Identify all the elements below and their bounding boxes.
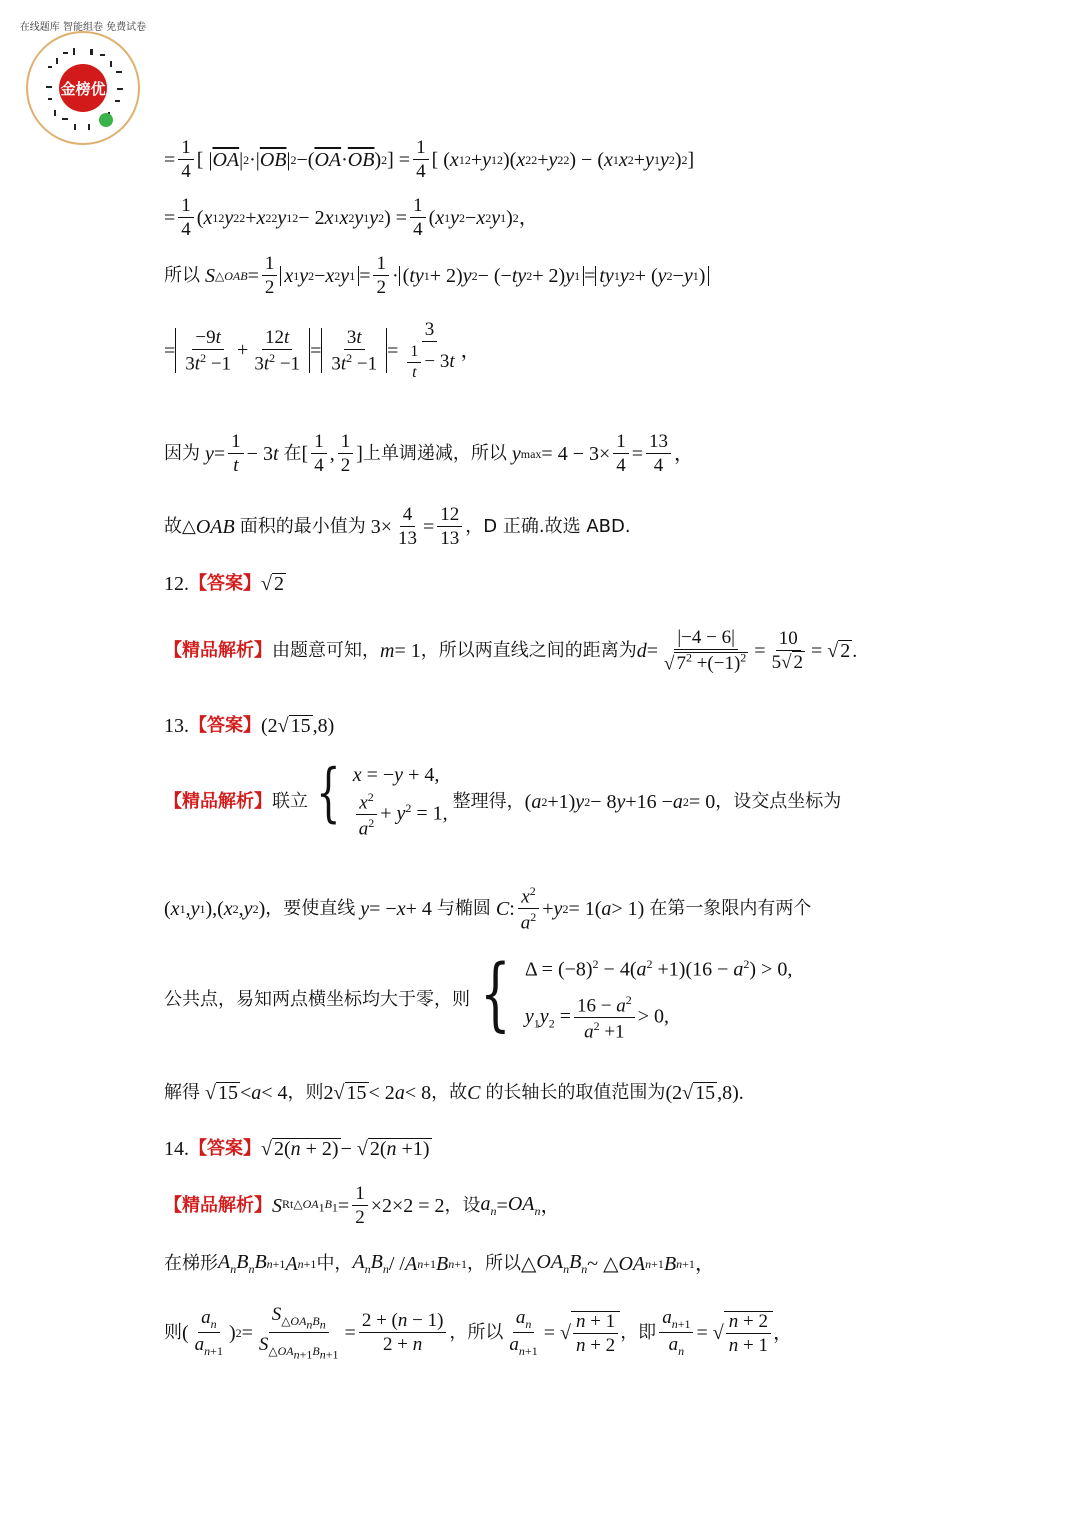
formula-line-1: = $\frac{1}{4}$ [ | $\overline{OA}$ | 2 ·| $\overline{OB}$ | 2 −( $\overline{OA}$ · $\overline{OB}$ ) 2 ] = $\frac{1}{4}$ [ ( x 1 2 + y 1 2 )( x 2 2 + y 2 2 ) − ( x 1 x 2 + y 1 y 2 ) 2 ]: [164, 137, 695, 182]
formula-line-4: = $\frac{-9t}{3t^2 -1}$ + $\frac{12t}{3t^2 -1}$ = $\frac{3t}{3t^2 -1}$ = 3 $\frac{1}{t}$ − 3t ，: [164, 319, 481, 381]
q12-answer: 12. 【答案】 √ 2: [164, 572, 284, 595]
formula-line-6: 故△ OAB 面积的最小值为 3× $\frac{4}{13}$ = $\frac{12}{13}$ ，D 正确.故选 ABD.: [164, 504, 631, 549]
q14-analysis-1: 【精品解析】 S $Rt\triangle OA_1B_1$ = $\frac{1}{2}$ ×2×2 = 2 ，设 $a_n$ = $OA_n$ ，: [164, 1183, 561, 1228]
q14-analysis-3: 则 ( $\frac{a_n}{a_{n+1}}$ ) 2 = $\frac{S_{\triangle OA_nB_n}}{S_{\triangle OA_{n+1}B_{n+1}}}$ = $\frac{2 + (n - 1)}{2 + n}$ ，所以 $\frac{a_n}{a_{n+1}}$ = √ $\frac{n + 1}{n + 2}$ ，即 $\frac{a_{n+1}}{a_n}$ = √ $\frac{n + 2}{n + 1}$ ，: [164, 1304, 793, 1362]
q14-answer: 14. 【答案】 √ 2(n + 2) − √ 2(n +1): [164, 1137, 430, 1160]
q13-analysis-2: ( x 1 , y 1 ),( x 2 , y 2 ) ，要使直线 y = − x + 4 与椭圆 C : $\frac{x^2}{a^2}$ + y 2 = 1( a > 1) 在第一象限内有两个: [164, 884, 812, 934]
brand-logo: [18, 16, 148, 146]
formula-line-3: 所以 S △OAB = $\frac{1}{2}$ x 1 y 2 − x 2 y 1 = $\frac{1}{2}$ · ( ty 1 + 2) y 2 − (− ty 2 + 2) y 1 = ty 1 y 2 + ( y 2 − y 1 ): [164, 254, 709, 297]
q13-analysis-3: 公共点，易知两点横坐标均大于零，则 { $\Delta = (-8)^2 - 4(a^2 +1)(16 - a^2) > 0$, $y_1y_2$ = $\frac{16 - a^2}{a^2 +1}$ > 0,: [164, 947, 793, 1043]
brand-name: 金榜优: [60, 80, 106, 98]
q12-analysis: 【精品解析】 由题意可知， m = 1 ，所以两直线之间的距离为 d = $\frac{|-4 - 6|}{√ 7^2 +(-1)^2}$ = $\frac{10}{5√ 2}$ = √ 2 .: [164, 627, 858, 675]
q13-analysis-4: 解得 √ 15 < a < 4 ，则 2√ 15 < 2 a < 8 ，故 C 的长轴长的取值范围为 (2√ 15 ,8).: [164, 1081, 744, 1104]
logo-slogan: 在线题库 智能组卷 免费试卷: [19, 22, 147, 33]
formula-line-2: = $\frac{1}{4}$ ( x 1 2 y 2 2 + x 2 2 y 1 2 − 2 x 1 x 2 y 1 y 2 ) = $\frac{1}{4}$ ( x 1 y 2 − x 2 y 1 ) 2 ，: [164, 195, 539, 240]
formula-line-5: 因为 y = $\frac{1}{t}$ − 3 t 在 [ $\frac{1}{4}$ , $\frac{1}{2}$ ] 上单调递减，所以 y max = 4 − 3× $\frac{1}{4}$ = $\frac{13}{4}$ ，: [164, 431, 695, 476]
q13-answer: 13. 【答案】 (2√ 15 ,8): [164, 714, 335, 737]
q13-analysis-1: 【精品解析】 联立 { x = −y + 4, $\frac{x^2}{a^2}$ + $y^2 = 1$, 整理得， ( a 2 +1) y 2 − 8 y +16 − a 2 = 0 ，设交点坐标为: [164, 756, 842, 840]
q14-analysis-2: 在梯形 $A_nB_nB$ n+1 A n+1 中， $A_nB_n$ / / A n+1 B n+1 ，所以 △ $OA_nB_n$ ~ △ OA n+1 B n+1 ，: [164, 1251, 715, 1276]
